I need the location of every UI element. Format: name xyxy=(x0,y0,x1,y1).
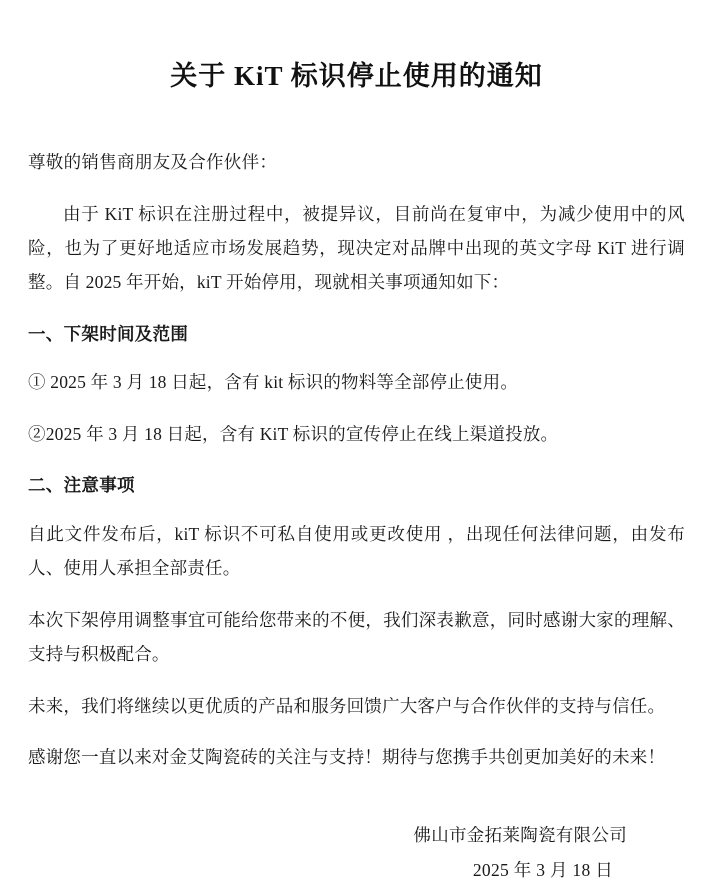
notes-paragraph: 未来，我们将继续以更优质的产品和服务回馈广大客户与合作伙伴的支持与信任。 xyxy=(28,695,666,716)
notes-paragraph: 自此文件发布后，kiT 标识不可私自使用或更改使用 ，出现任何法律问题，由发布人、使用人承担全部责任。 xyxy=(28,524,685,579)
page-title: 关于 KiT 标识停止使用的通知 xyxy=(170,61,543,91)
list-item: ②2025 年 3 月 18 日起，含有 KiT 标识的宣传停止在线上渠道投放。 xyxy=(28,423,559,444)
notes-paragraph: 感谢您一直以来对金艾陶瓷砖的关注与支持！期待与您携手共创更加美好的未来！ xyxy=(28,747,666,768)
signature-block xyxy=(28,818,685,888)
intro-paragraph: 由于 KiT 标识在注册过程中，被提异议，目前尚在复审中，为减少使用中的风险，也为了更好地适应市场发展趋势，现决定对品牌中出现的英文字母 KiT 进行调整。自 2025 年开始，kiT 开始停用，现就相关事项通知如下： xyxy=(28,203,685,292)
section-heading-scope: 一、下架时间及范围 xyxy=(28,323,189,344)
salutation-text: 尊敬的销售商朋友及合作伙伴： xyxy=(28,152,278,172)
signature-date: 2025 年 3 月 18 日 xyxy=(472,860,613,881)
notes-paragraph: 本次下架停用调整事宜可能给您带来的不便，我们深表歉意，同时感谢大家的理解、支持与积极配合。 xyxy=(28,609,685,664)
section-heading-notes: 二、注意事项 xyxy=(28,475,135,496)
signature-company: 佛山市金拓莱陶瓷有限公司 xyxy=(413,825,627,846)
list-item: ① 2025 年 3 月 18 日起，含有 kit 标识的物料等全部停止使用。 xyxy=(28,372,519,393)
